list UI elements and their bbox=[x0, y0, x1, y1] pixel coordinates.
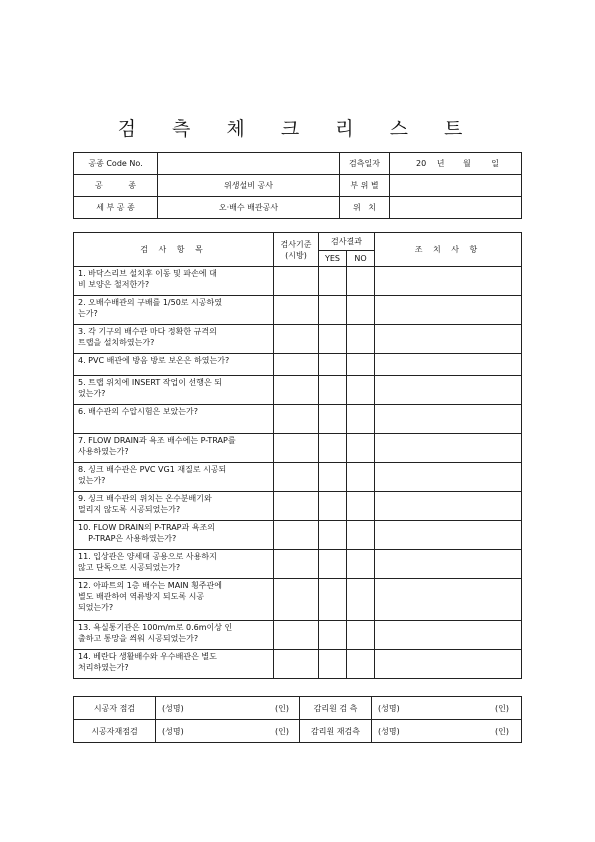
yes-cell[interactable] bbox=[319, 434, 347, 463]
check-table bbox=[73, 232, 522, 679]
no-cell[interactable] bbox=[347, 434, 375, 463]
action-cell[interactable] bbox=[375, 405, 522, 434]
contractor-reinspect-sign-field[interactable] bbox=[156, 720, 300, 743]
check-item-line: 14. 베란다 생활배수와 우수배관은 별도 bbox=[78, 652, 217, 661]
check-item-text bbox=[74, 405, 274, 434]
check-item-text bbox=[74, 354, 274, 376]
standard-cell[interactable] bbox=[274, 463, 319, 492]
check-item-row bbox=[74, 434, 522, 463]
check-item-line: 5. 트랩 위치에 INSERT 작업이 선행은 되 bbox=[78, 378, 222, 387]
col-standard-header bbox=[274, 233, 319, 267]
standard-cell[interactable] bbox=[274, 492, 319, 521]
part-value[interactable] bbox=[390, 175, 522, 197]
yes-cell[interactable] bbox=[319, 579, 347, 621]
detail-label: 세 부 공 종 bbox=[74, 197, 158, 219]
date-label: 검측일자 bbox=[340, 153, 390, 175]
contractor-label: 시공자 점검 bbox=[74, 697, 156, 720]
yes-cell[interactable] bbox=[319, 267, 347, 296]
standard-cell[interactable] bbox=[274, 434, 319, 463]
no-cell[interactable] bbox=[347, 463, 375, 492]
no-cell[interactable] bbox=[347, 492, 375, 521]
check-item-text bbox=[74, 521, 274, 550]
check-item-line: 처리하였는가? bbox=[78, 663, 129, 672]
check-item-text bbox=[74, 650, 274, 679]
location-label: 위 치 bbox=[340, 197, 390, 219]
work-type-label: 공 종 bbox=[74, 175, 158, 197]
check-item-row bbox=[74, 405, 522, 434]
yes-cell[interactable] bbox=[319, 521, 347, 550]
yes-cell[interactable] bbox=[319, 621, 347, 650]
yes-cell[interactable] bbox=[319, 296, 347, 325]
check-item-text bbox=[74, 550, 274, 579]
location-value[interactable] bbox=[390, 197, 522, 219]
check-item-row bbox=[74, 267, 522, 296]
check-item-line: 사용하였는가? bbox=[78, 447, 129, 456]
check-item-line: 었는가? bbox=[78, 389, 106, 398]
no-cell[interactable] bbox=[347, 376, 375, 405]
supervisor-reinspect-label: 감리원 재검측 bbox=[300, 720, 372, 743]
check-item-line: 않고 단독으로 시공되었는가? bbox=[78, 563, 181, 572]
no-cell[interactable] bbox=[347, 325, 375, 354]
col-standard-line1: 검사기준 bbox=[280, 239, 312, 249]
action-cell[interactable] bbox=[375, 376, 522, 405]
date-year: 20 bbox=[416, 159, 427, 168]
supervisor-name-placeholder: (성명) bbox=[378, 703, 400, 713]
check-item-line: 7. FLOW DRAIN과 욕조 배수에는 P-TRAP를 bbox=[78, 436, 236, 445]
contractor-reinspect-label: 시공자재점검 bbox=[74, 720, 156, 743]
header-table bbox=[73, 152, 522, 219]
col-item-header: 검 사 항 목 bbox=[74, 233, 274, 267]
code-value[interactable] bbox=[158, 153, 340, 175]
check-item-text bbox=[74, 267, 274, 296]
check-item-row bbox=[74, 492, 522, 521]
supervisor-label: 감리원 검 측 bbox=[300, 697, 372, 720]
action-cell[interactable] bbox=[375, 492, 522, 521]
check-items bbox=[74, 267, 522, 679]
check-item-text bbox=[74, 296, 274, 325]
yes-cell[interactable] bbox=[319, 550, 347, 579]
supervisor-seal: (인) bbox=[495, 703, 509, 713]
no-cell[interactable] bbox=[347, 405, 375, 434]
check-item-line: 10. FLOW DRAIN의 P-TRAP과 욕조의 bbox=[78, 523, 215, 532]
check-item-line: 3. 각 기구의 배수관 마다 정확한 규격의 bbox=[78, 327, 217, 336]
check-item-line: 비 보양은 철저한가? bbox=[78, 280, 150, 289]
yes-cell[interactable] bbox=[319, 650, 347, 679]
standard-cell[interactable] bbox=[274, 550, 319, 579]
action-cell[interactable] bbox=[375, 550, 522, 579]
date-value[interactable] bbox=[390, 153, 522, 175]
check-item-text bbox=[74, 434, 274, 463]
standard-cell[interactable] bbox=[274, 376, 319, 405]
check-item-line: P-TRAP은 사용하였는가? bbox=[78, 534, 177, 543]
check-item-line: 별도 배관하여 역류방지 되도록 시공 bbox=[78, 592, 205, 601]
work-type-value[interactable]: 위생설비 공사 bbox=[158, 175, 340, 197]
yes-cell[interactable] bbox=[319, 492, 347, 521]
no-cell[interactable] bbox=[347, 650, 375, 679]
no-cell[interactable] bbox=[347, 550, 375, 579]
standard-cell[interactable] bbox=[274, 325, 319, 354]
action-cell[interactable] bbox=[375, 354, 522, 376]
check-item-line: 6. 배수관의 수압시험은 보았는가? bbox=[78, 407, 198, 416]
standard-cell[interactable] bbox=[274, 621, 319, 650]
standard-cell[interactable] bbox=[274, 354, 319, 376]
check-item-row bbox=[74, 550, 522, 579]
check-item-row bbox=[74, 463, 522, 492]
supervisor-reinspect-seal: (인) bbox=[495, 726, 509, 736]
action-cell[interactable] bbox=[375, 434, 522, 463]
action-cell[interactable] bbox=[375, 325, 522, 354]
yes-cell[interactable] bbox=[319, 354, 347, 376]
code-label: 공종 Code No. bbox=[74, 153, 158, 175]
detail-value[interactable]: 오·배수 배관공사 bbox=[158, 197, 340, 219]
supervisor-sign-field[interactable] bbox=[372, 697, 522, 720]
no-cell[interactable] bbox=[347, 296, 375, 325]
standard-cell[interactable] bbox=[274, 267, 319, 296]
check-item-text bbox=[74, 492, 274, 521]
col-no-header: NO bbox=[347, 251, 375, 267]
action-cell[interactable] bbox=[375, 650, 522, 679]
check-item-line: 13. 욕실통기관은 100m/m로 0.6m이상 인 bbox=[78, 623, 233, 632]
col-standard-line2: (시방) bbox=[285, 250, 307, 260]
no-cell[interactable] bbox=[347, 579, 375, 621]
date-month-unit: 월 bbox=[463, 159, 471, 168]
check-item-line: 4. PVC 배관에 방음 방로 보온은 하였는가? bbox=[78, 356, 230, 365]
action-cell[interactable] bbox=[375, 521, 522, 550]
action-cell[interactable] bbox=[375, 296, 522, 325]
check-item-row bbox=[74, 579, 522, 621]
yes-cell[interactable] bbox=[319, 325, 347, 354]
action-cell[interactable] bbox=[375, 463, 522, 492]
check-item-row bbox=[74, 621, 522, 650]
yes-cell[interactable] bbox=[319, 405, 347, 434]
check-item-text bbox=[74, 621, 274, 650]
col-action-header: 조 치 사 항 bbox=[375, 233, 522, 267]
action-cell[interactable] bbox=[375, 621, 522, 650]
date-year-unit: 년 bbox=[436, 159, 445, 168]
check-item-line: 12. 아파트의 1층 배수는 MAIN 횡주관에 bbox=[78, 581, 222, 590]
standard-cell[interactable] bbox=[274, 521, 319, 550]
no-cell[interactable] bbox=[347, 521, 375, 550]
check-item-line: 1. 바닥스리브 설치후 이동 및 파손에 대 bbox=[78, 269, 217, 278]
action-cell[interactable] bbox=[375, 267, 522, 296]
check-item-row bbox=[74, 354, 522, 376]
contractor-reinspect-name-placeholder: (성명) bbox=[162, 726, 184, 736]
check-item-line: 출하고 통망을 씌워 시공되었는가? bbox=[78, 634, 199, 643]
check-item-text bbox=[74, 463, 274, 492]
check-item-line: 9. 싱크 배수관의 위치는 온수분배기와 bbox=[78, 494, 212, 503]
date-day-unit: 일 bbox=[491, 159, 500, 168]
check-item-line: 8. 싱크 배수관은 PVC VG1 재질로 시공되 bbox=[78, 465, 227, 474]
check-item-text bbox=[74, 325, 274, 354]
no-cell[interactable] bbox=[347, 354, 375, 376]
yes-cell[interactable] bbox=[319, 376, 347, 405]
contractor-sign-field[interactable] bbox=[156, 697, 300, 720]
no-cell[interactable] bbox=[347, 621, 375, 650]
standard-cell[interactable] bbox=[274, 296, 319, 325]
standard-cell[interactable] bbox=[274, 650, 319, 679]
check-item-line: 었는가? bbox=[78, 476, 106, 485]
check-item-line: 되었는가? bbox=[78, 603, 114, 612]
signature-table bbox=[73, 696, 522, 743]
action-cell[interactable] bbox=[375, 579, 522, 621]
check-item-row bbox=[74, 325, 522, 354]
check-item-row bbox=[74, 296, 522, 325]
check-item-text bbox=[74, 376, 274, 405]
page-title: 검 측 체 크 리 스 트 bbox=[117, 118, 478, 140]
supervisor-reinspect-sign-field[interactable] bbox=[372, 720, 522, 743]
check-item-line: 11. 입상관은 양세대 공용으로 사용하지 bbox=[78, 552, 217, 561]
yes-cell[interactable] bbox=[319, 463, 347, 492]
standard-cell[interactable] bbox=[274, 579, 319, 621]
check-item-row bbox=[74, 376, 522, 405]
check-item-line: 멀리지 않도록 시공되었는가? bbox=[78, 505, 181, 514]
check-item-text bbox=[74, 579, 274, 621]
contractor-name-placeholder: (성명) bbox=[162, 703, 184, 713]
contractor-reinspect-seal: (인) bbox=[275, 726, 289, 736]
supervisor-reinspect-name-placeholder: (성명) bbox=[378, 726, 400, 736]
part-label: 부 위 별 bbox=[340, 175, 390, 197]
contractor-seal: (인) bbox=[275, 703, 289, 713]
check-item-row bbox=[74, 650, 522, 679]
no-cell[interactable] bbox=[347, 267, 375, 296]
check-item-line: 는가? bbox=[78, 309, 98, 318]
standard-cell[interactable] bbox=[274, 405, 319, 434]
check-item-line: 트랩을 설치하였는가? bbox=[78, 338, 155, 347]
col-yes-header: YES bbox=[319, 251, 347, 267]
check-item-row bbox=[74, 521, 522, 550]
check-item-line: 2. 오배수배관의 구배를 1/50로 시공하였 bbox=[78, 298, 222, 307]
col-result-header: 검사결과 bbox=[319, 233, 375, 251]
